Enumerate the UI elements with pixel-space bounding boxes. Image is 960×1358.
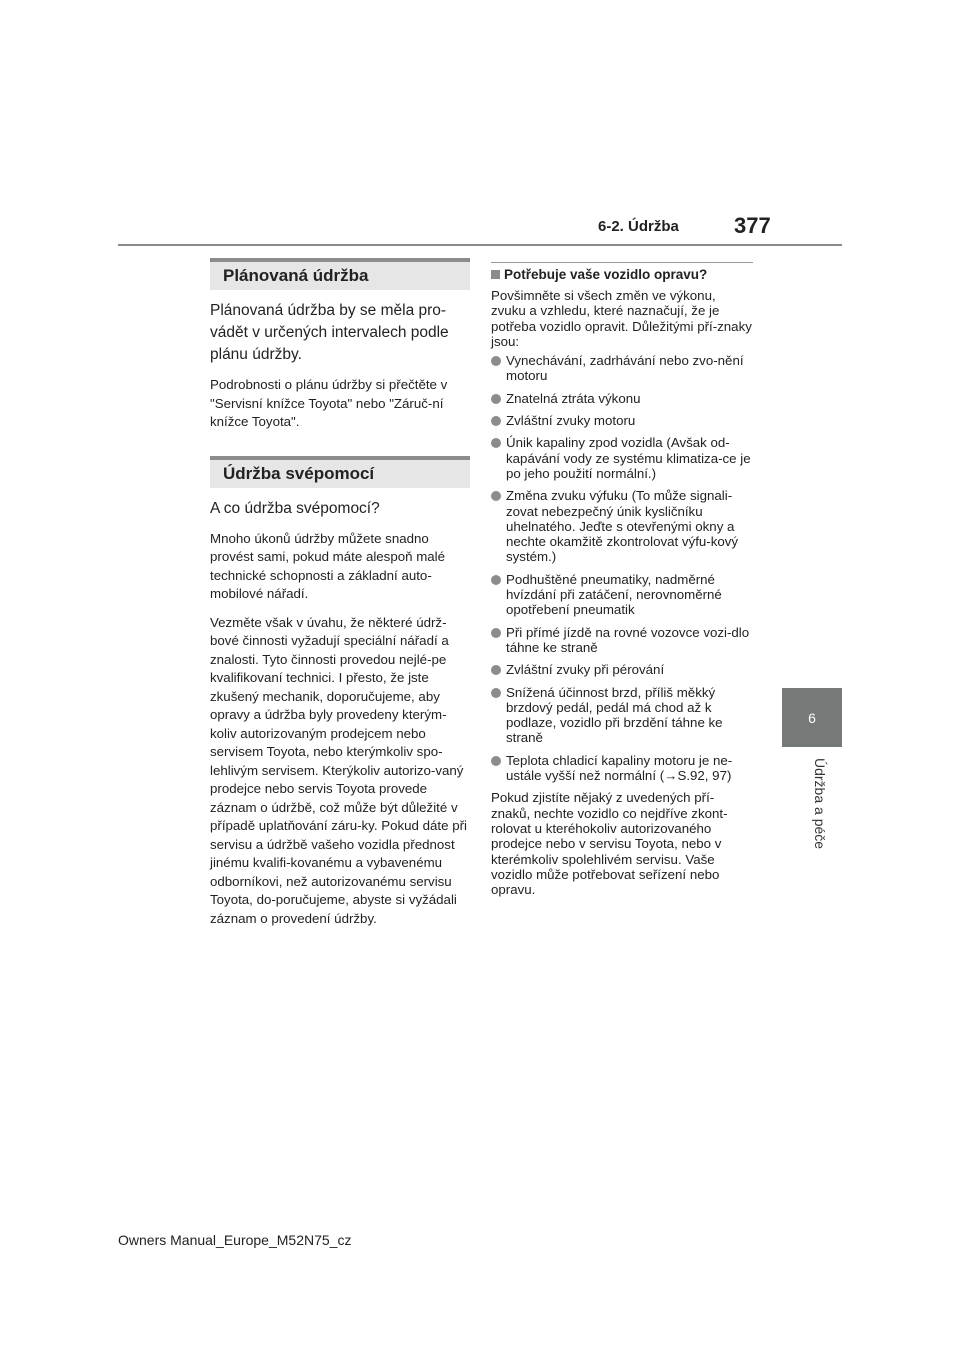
list-item: Podhuštěné pneumatiky, nadměrné hvízdání při zatáčení, nerovnoměrné opotřebení pneumatik bbox=[491, 572, 753, 618]
right-column bbox=[491, 262, 753, 897]
list-item: Zvláštní zvuky motoru bbox=[491, 413, 753, 428]
footer-text: Owners Manual_Europe_M52N75_cz bbox=[118, 1232, 352, 1248]
chapter-number: 6 bbox=[808, 709, 816, 726]
list-item: Znatelná ztráta výkonu bbox=[491, 391, 753, 406]
subheading bbox=[491, 267, 753, 282]
list-item: Při přímé jízdě na rovné vozovce vozi-dlo táhne ke straně bbox=[491, 625, 753, 656]
list-item: Vynechávání, zadrhávání nebo zvo-nění motoru bbox=[491, 353, 753, 384]
circle-bullet-icon bbox=[491, 665, 501, 675]
left-column bbox=[210, 258, 470, 928]
section-title: 6-2. Údržba bbox=[598, 218, 679, 235]
circle-bullet-icon bbox=[491, 438, 501, 448]
chapter-tab bbox=[782, 688, 842, 747]
outro-paragraph: Pokud zjistíte nějaký z uvedených pří-znaků, nechte vozidlo co nejdříve zkont-rolovat u kteréhokoliv autorizovaného prodejce nebo v servisu Toyota, nebo v kterémkoliv spolehlivém servisu. Vaše vozidlo může potřebovat seřízení nebo opravu. bbox=[491, 790, 728, 898]
intro-paragraph: Povšimněte si všech změn ve výkonu, zvuku a vzhledu, které naznačují, že je potřeba vozidlo opravit. Důležitými pří-znaky jsou: bbox=[491, 288, 752, 349]
section-heading-self-maintenance bbox=[210, 456, 470, 488]
header-divider bbox=[118, 244, 842, 246]
circle-bullet-icon bbox=[491, 356, 501, 366]
body-paragraph: Vezměte však v úvahu, že některé údrž-bové činnosti vyžadují speciální nářadí a znalosti. Tyto činnosti provedou nejlé-pe kvalifikovaní technici. I přesto, že jste zkušený mechanik, doporučujeme, aby opravy a údržba byly provedeny kterým-koliv autorizovaným prodejcem nebo servisem Toyota, nebo kterýmkoliv spo-lehlivým servisem. Kterýkoliv autorizo-vaný prodejce nebo servis Toyota provede záznam o údržbě, což může být důležité v případě uplatňování záru-ky. Pokud dáte při servisu a údržbě vašeho vozidla přednost jinému kvalifi-kovanému a vybavenému odborníkovi, než autorizovanému servisu Toyota, do-poručujeme, abyste si vyžádali záznam o provedení údržby. bbox=[210, 614, 467, 926]
subheading-divider bbox=[491, 262, 753, 263]
circle-bullet-icon bbox=[491, 491, 501, 501]
section-heading-text: Plánovaná údržba bbox=[223, 266, 369, 285]
circle-bullet-icon bbox=[491, 416, 501, 426]
circle-bullet-icon bbox=[491, 756, 501, 766]
body-paragraph: Podrobnosti o plánu údržby si přečtěte v "Servisní knížce Toyota" nebo "Záruč-ní knížce Toyota". bbox=[210, 377, 448, 429]
subheading-text: Potřebuje vaše vozidlo opravu? bbox=[504, 267, 708, 282]
lead-paragraph: Plánovaná údržba by se měla pro-vádět v určených intervalech podle plánu údržby. bbox=[210, 302, 449, 363]
body-paragraph: Mnoho úkonů údržby můžete snadno provést sami, pokud máte alespoň malé technické schopnosti a základní auto-mobilové nářadí. bbox=[210, 530, 446, 601]
list-item: Teplota chladicí kapaliny motoru je ne-ustále vyšší než normální (→S.92, 97) bbox=[491, 753, 753, 784]
symptom-list bbox=[491, 353, 753, 783]
circle-bullet-icon bbox=[491, 575, 501, 585]
circle-bullet-icon bbox=[491, 628, 501, 638]
list-item: Snížená účinnost brzd, příliš měkký brzdový pedál, pedál má chod až k podlaze, vozidlo při brzdění táhne ke straně bbox=[491, 685, 753, 746]
square-bullet-icon bbox=[491, 270, 500, 279]
section-heading-text: Údržba svépomocí bbox=[223, 463, 375, 483]
list-item: Únik kapaliny zpod vozidla (Avšak od-kapávání vody ze systému klimatiza-ce je po jeho použití normální.) bbox=[491, 435, 753, 481]
chapter-label: Údržba a péče bbox=[812, 758, 828, 850]
list-item: Zvláštní zvuky při pérování bbox=[491, 662, 753, 677]
list-item: Změna zvuku výfuku (To může signali-zovat nebezpečný únik kysličníku uhelnatého. Jeďte s otevřenými okny a nechte okamžitě zkontrolovat výfu-kový systém.) bbox=[491, 488, 753, 564]
circle-bullet-icon bbox=[491, 394, 501, 404]
page-number: 377 bbox=[734, 213, 771, 238]
lead-paragraph: A co údržba svépomocí? bbox=[210, 499, 380, 517]
section-heading-planned-maintenance bbox=[210, 258, 470, 290]
circle-bullet-icon bbox=[491, 688, 501, 698]
